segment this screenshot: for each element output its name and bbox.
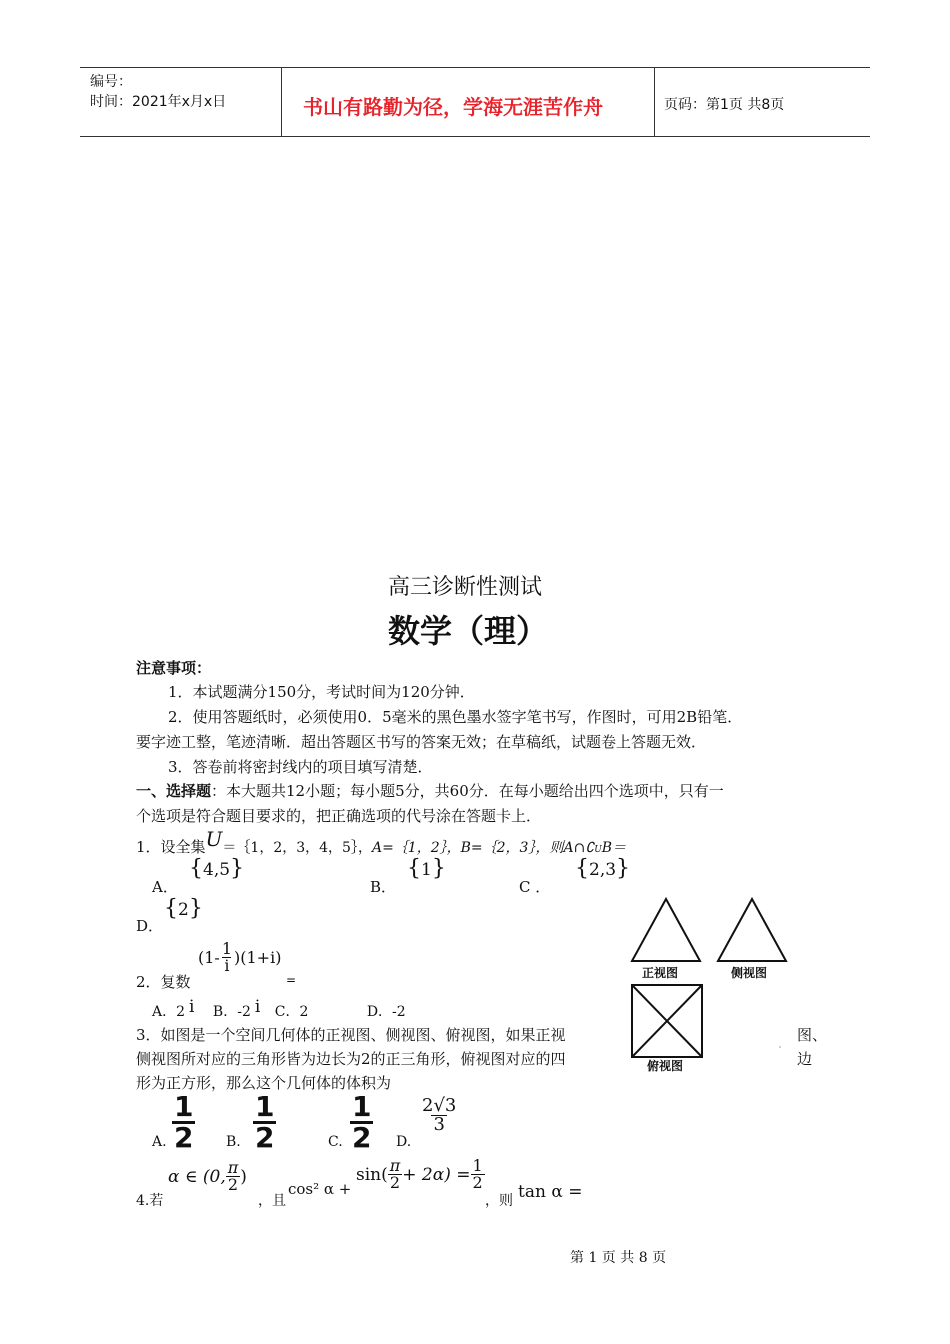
page-footer: 第 1 页 共 8 页	[570, 1250, 667, 1266]
q4-sin-rest: + 2α) =	[402, 1164, 471, 1185]
q4-pi-num: π	[227, 1158, 239, 1177]
q2-frac-den: i	[224, 956, 230, 975]
q1-option-d: {2}	[164, 896, 203, 921]
q2-options	[152, 997, 406, 1021]
section-1-text: ：本大题共12小题；每小题5分，共60分．在每小题给出四个选项中，只有一	[211, 782, 724, 800]
header-time-label: 时间：2021年x月x日	[90, 94, 227, 110]
q3-option-a-num: 1	[174, 1090, 194, 1123]
notes-item-2-cont: 要字迹工整，笔迹清晰．超出答题区书写的答案无效；在草稿纸，试题卷上答题无效．	[136, 733, 707, 751]
q4-cos-term: cos² α +	[288, 1180, 352, 1198]
q1-option-b-label: B．	[370, 878, 397, 896]
q3-option-d-num: 2√3	[422, 1095, 457, 1116]
q1-option-c-label: C ．	[519, 878, 551, 896]
header-divider	[654, 68, 655, 136]
section-1-text-cont: 个选项是符合题目要求的，把正确选项的代号涂在答题卡上．	[136, 807, 542, 825]
q1-option-d-value: 2	[178, 900, 189, 920]
notes-item-2: 2．使用答题纸时，必须使用0．5毫米的黑色墨水签字笔书写，作图时，可用2B铅笔．	[168, 708, 743, 726]
q4-pi-den: 2	[227, 1175, 239, 1194]
q1-set-u: ＝｛1，2，3，4，5｝，	[222, 840, 372, 856]
q1-option-a-value: 4,5	[203, 860, 231, 880]
q2-option-c: C．2	[274, 1004, 309, 1020]
q2-frac-num: 1	[221, 939, 233, 958]
q3-line-3: 形为正方形，那么这个几何体的体积为	[136, 1074, 392, 1092]
section-1-label: 一、选择题	[136, 782, 212, 800]
q3-option-a	[172, 1090, 195, 1154]
q1-set-b: B=｛2，3｝，则	[460, 840, 564, 856]
q4-cond-end: )	[240, 1166, 247, 1187]
q4-sin-open: sin(	[356, 1164, 388, 1185]
q1-option-b-value: 1	[421, 860, 432, 880]
q3-line-1-end: 图、	[797, 1026, 828, 1044]
q1-option-c: {2,3}	[575, 856, 631, 881]
q2-expr-left: (1-	[198, 948, 220, 967]
q4-prefix: 4.若	[136, 1193, 164, 1209]
q4-then: ，则	[485, 1193, 513, 1209]
section-1-intro	[136, 780, 724, 801]
header-divider	[281, 68, 282, 136]
label-side-view: 侧视图	[731, 966, 768, 980]
q4-cond: α ∈ (0,	[168, 1166, 226, 1187]
q1-option-b: {1}	[407, 856, 446, 881]
header-motto: 书山有路勤为径，学海无涯苦作舟	[303, 95, 603, 119]
exam-title: 数学（理）	[388, 612, 549, 650]
q3-option-c	[350, 1090, 373, 1154]
q3-option-a-label: A.	[152, 1134, 167, 1150]
notes-heading: 注意事项：	[136, 659, 212, 677]
q2-option-b: B．-2	[212, 1004, 251, 1020]
q4-half-num: 1	[472, 1156, 483, 1175]
q3-option-c-label: C.	[328, 1134, 343, 1150]
q4-half-den: 2	[472, 1173, 483, 1192]
q3-line-2: 侧视图所对应的三角形皆为边长为2的正三角形，俯视图对应的四	[136, 1050, 566, 1068]
q3-line-1: 3．如图是一个空间几何体的正视图、侧视图、俯视图，如果正视	[136, 1026, 566, 1044]
q3-option-d	[420, 1097, 458, 1134]
q3-option-d-den: 3	[433, 1114, 445, 1135]
q3-option-b-den: 2	[255, 1121, 275, 1154]
q2-expr-right: )(1+i)	[234, 948, 282, 967]
q1-prefix: 1．设全集	[136, 838, 206, 856]
front-view-triangle	[632, 899, 700, 961]
q2-option-a-i: i	[189, 997, 195, 1017]
q3-option-b-num: 1	[255, 1090, 275, 1123]
q3-option-a-den: 2	[174, 1121, 194, 1154]
q2-option-b-i: i	[254, 997, 261, 1017]
q1-option-c-value: 2,3	[589, 860, 617, 880]
q2-equals: =	[286, 973, 297, 987]
q1-option-a-label: A．	[152, 878, 178, 896]
q1-universal-set: U	[205, 827, 223, 851]
label-top-view: 俯视图	[647, 1059, 684, 1073]
notes-item-3: 3．答卷前将密封线内的项目填写清楚．	[168, 758, 433, 776]
q1-expression: A∩∁	[563, 840, 595, 856]
q4-sin-pi-den: 2	[389, 1173, 401, 1192]
q2-option-a: A．2	[152, 1004, 186, 1020]
q4-sin-pi-num: π	[389, 1156, 401, 1175]
q2-prefix: 2．复数	[136, 973, 191, 991]
notes-item-1: 1．本试题满分150分，考试时间为120分钟．	[168, 683, 475, 701]
header-number-label: 编号：	[90, 74, 132, 90]
q1-expression-sub: U	[594, 845, 602, 855]
header-page-info: 页码：第1页 共8页	[664, 97, 785, 113]
q1-set-a: A=｛1，2｝，	[371, 840, 461, 856]
q3-option-d-label: D.	[396, 1134, 412, 1150]
q2-option-d: D．-2	[366, 1004, 406, 1020]
q1-expression-end: B＝	[601, 840, 627, 856]
q2-fraction	[220, 941, 234, 974]
q1-option-d-label: D．	[136, 917, 164, 935]
q3-line-2-end: 边	[797, 1050, 813, 1068]
q4-condition	[168, 1160, 247, 1193]
q3-option-b-label: B.	[226, 1134, 241, 1150]
q3-option-b	[253, 1090, 276, 1154]
q1-option-a: {4,5}	[189, 856, 245, 881]
q3-option-c-den: 2	[352, 1121, 372, 1154]
side-view-triangle	[718, 899, 786, 961]
q4-mid: ，且	[258, 1193, 286, 1209]
q3-option-c-num: 1	[352, 1090, 372, 1123]
q2-expression	[198, 941, 281, 974]
q4-sin-term	[356, 1158, 485, 1191]
exam-subtitle: 高三诊断性测试	[388, 575, 543, 600]
label-front-view: 正视图	[642, 966, 679, 980]
q4-tan-term: tan α =	[518, 1182, 583, 1202]
stray-dot	[779, 1046, 781, 1048]
question-1	[136, 827, 627, 857]
